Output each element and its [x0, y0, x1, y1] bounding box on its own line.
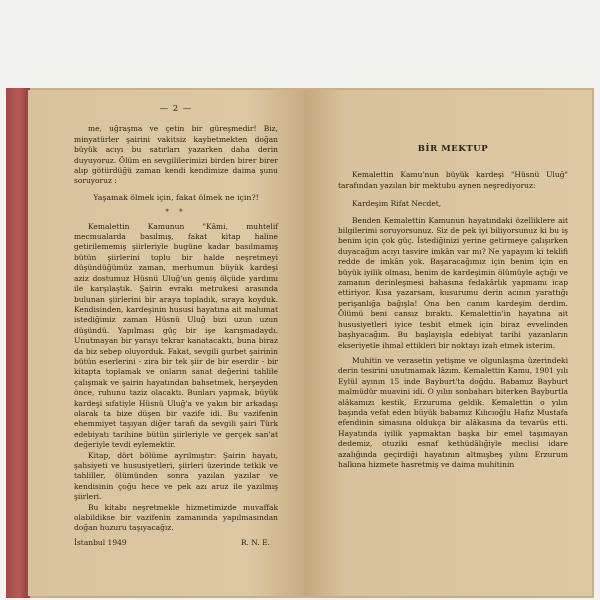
place-date: İstanbul 1949	[74, 537, 127, 547]
book-cover-edge	[6, 88, 30, 598]
letter-salutation: Kardeşim Rifat Necdet,	[352, 199, 442, 209]
letter-title: BİR MEKTUP	[417, 144, 489, 154]
right-page	[304, 90, 592, 596]
letter-intro: Kemalettin Kamu'nun büyük kardeşi "Hüsnü Uluğ" tarafından yazılan bir mektubu aynen neşrediyoruz:	[338, 170, 568, 190]
signature-row	[74, 538, 278, 548]
right-paragraph: Benden Kemalettin Kamunun hayatındaki özelliklere ait bilgilerimi soruyorsunuz. Siz de pek iyi biliyorsunuz ki bu iş benim için çok güç. İstediğinizi yerine getirmeye çalışırken duyacağım acıyı tasvire imkân var mı? Ne yapayım ki teklifi redde de imkân yok. Başaracağımız için benim için en büyük iyilik olması, benim de kardeşimin ölümüyle açtığı ve zamanın derinleşmesi bahasına fedakârlık yapmamı icap ettiriyor. Kısa yazarsam, kusurumu derin acının yarattığı perişanlığa bağışla! Ona ben canım kardeşim derdim. Ölümü beni cansız bıraktı. Kemalettin'in hayatına ait hususiyetleri iyice tesbit etmek için biraz evvelinden başlıyacağım. Bu başlayışla edebiyat tarihi yazanların ekseriyetle ihmal ettikleri bir noktayı izah etmek isterim.	[338, 215, 568, 350]
author-initials: R. N. E.	[240, 537, 270, 547]
left-paragraph: Kemalettin Kamunun "Kâmi, muhtelif mecmualarda basılmış, fakat kitap haline getirilememiş şiirleriyle bugüne kadar basılmamış bütün şiirlerini toplu bir halde neşretmeyi düşündüğümüz zaman, merhumun büyük kardeşi aziz dostumuz Hüsnü Uluğ'un geniş ölçüde yardımı ile karşılaştık. Şairin evrakı metrukesi arasında bulunan şiirlerini bir araya topladık, sıraya koyduk. Kendisinden, kardeşinin hususi hayatına ait malumat istediğimiz zaman Hüsnü Uluğ bizi uzun uzun düşündü. Yapılması güç bir işe karışmadaydı. Unutmayan bir yarayı tekrar kanatacaktı, buna biraz da biz sebep oluyorduk. Fakat, sevgili gurbet şairinin bütün eserlerini - zira bir tek şiir de bir eserdir - bir kitapta toplamak ve onların sanat değerini tahlile çalışmak ve şairin hayatından bahsetmek, herşeyden önce, ruhunu taziz olacaktı. Bunları yapmak, büyük kardeşi sıfatiyle Hüsnü Uluğ'a ve yakın bir arkadaşı olarak ta bize düşen bir vazife idi. Bu vazifenin ehemmiyet taşıyan diğer tarafı da sevgili şairi Türk edebiyatı tarihine bütün şiirleriyle ve gerçek san'at değeriyle tevdi eylemektir.	[74, 221, 278, 450]
left-paragraph: Bu kitabı neşretmekle hizmetimizde muvaffak olabildiksе bir vazifenin zamanında yapılmasından doğan huzuru taşıyacağız.	[74, 502, 278, 533]
quote-line: Yaşamak ölmek için, fakat ölmek ne için?!	[93, 192, 259, 202]
left-paragraph: me, uğraşma ve çetin bir güreşmedir! Biz, minyatürler şairini vakitsiz kaybetmekten doğan büyük acıyı bu satırları yazarken daha derin duyuyoruz. Ölüm en sevgililerimizi birden birer birer alıp götürdüğü zaman kendi kendimize daima şunu soruyoruz :	[74, 124, 278, 186]
left-paragraph: Kitap, dört bölüme ayrılmıştır: Şairin hayatı, şahsiyeti ve hususiyetleri, şiirleri üzerinde tetkik ve tahliller, ölümünden sonra yazılan yazılar ve kendisinin çoğu hece ve pek azı aruz ile yazılmış şiirleri.	[74, 450, 278, 502]
right-paragraph: Muhitin ve verasetin yetişme ve olgunlaşma üzerindeki derin tesirini unutmamak lâzım. Kemalettin Kamu, 1901 yılı Eylül ayının 15 inde Bayburt'ta doğdu. Babamız Bayburt malmüdür muavini idi. O yılın sonbaharı biterken Bayburtla alâkamızı kestik, Erzuruma geldik. Kemalettin o yılın başında vefat eden büyük babamız Kılıcıoğlu Hafız Mustafa efendinin simasına oldukça bir alâkasına da tevarüs etti. Hayatında iyilik yapmaktan başka bir emel taşımayan dedemiz, otuziki esnaf kethüdâlığiyle meclisi idare azalığında geçirdiği hayatının altmışbeş yılını Erzurum halkına hizmete hasretmiş ve daima muhitinin	[338, 355, 568, 469]
section-separator: * *	[165, 208, 187, 217]
page-number: — 2 —	[159, 104, 193, 114]
left-page	[28, 90, 304, 596]
